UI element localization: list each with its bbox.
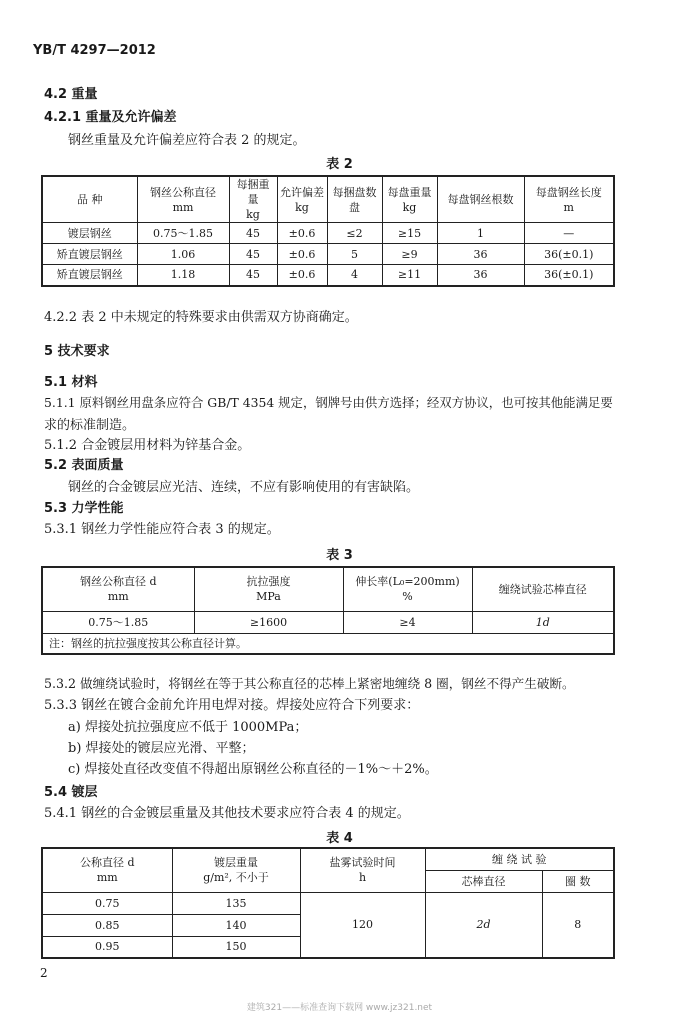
table-2 bbox=[41, 175, 615, 287]
table-2-header: 每捆重量 kg bbox=[229, 176, 277, 223]
section-5-3-2: 5.3.2 做缠绕试验时，将钢丝在等于其公称直径的芯棒上紧密地缠绕 8 圈，钢丝不得产生破断。 bbox=[44, 676, 575, 691]
table-cell: ±0.6 bbox=[277, 265, 327, 286]
table-3-title: 表 3 bbox=[326, 548, 353, 563]
section-5-4-title: 5.4 镀层 bbox=[44, 785, 98, 800]
watermark-footer: 建筑321——标准查询下载网 www.jz321.net bbox=[246, 1003, 433, 1013]
table-cell: 36 bbox=[437, 244, 524, 265]
table-cell: 0.75 bbox=[42, 892, 172, 914]
section-5-3-title: 5.3 力学性能 bbox=[44, 501, 124, 516]
section-5-3-3-item-c: c) 焊接处直径改变值不得超出原钢丝公称直径的－1%～＋2%。 bbox=[68, 762, 438, 777]
table-3 bbox=[41, 566, 615, 655]
table-2-header: 允许偏差 kg bbox=[277, 176, 327, 223]
table-cell: 140 bbox=[172, 914, 300, 936]
table-cell: — bbox=[524, 223, 614, 244]
table-cell: 0.75～1.85 bbox=[137, 223, 229, 244]
table-4-header: 公称直径 d mm bbox=[42, 848, 172, 892]
table-3-header: 抗拉强度 MPa bbox=[194, 567, 343, 611]
table-2-header: 每盘重量 kg bbox=[382, 176, 437, 223]
section-4-2-2: 4.2.2 表 2 中未规定的特殊要求由供需双方协商确定。 bbox=[44, 310, 358, 325]
table-row bbox=[42, 611, 614, 633]
table-3-note: 注：钢丝的抗拉强度按其公称直径计算。 bbox=[42, 633, 614, 654]
table-row bbox=[42, 892, 614, 914]
table-2-header: 每捆盘数 盘 bbox=[327, 176, 382, 223]
table-cell: 1 bbox=[437, 223, 524, 244]
table-cell: ±0.6 bbox=[277, 223, 327, 244]
table-cell: 0.75～1.85 bbox=[42, 611, 194, 633]
table-3-header-row bbox=[42, 567, 614, 611]
table-cell: ±0.6 bbox=[277, 244, 327, 265]
section-5-1-1-line-1: 5.1.1 原料钢丝用盘条应符合 GB/T 4354 规定，钢牌号由供方选择；经双方协议，也可按其他能满足要 bbox=[44, 395, 613, 410]
table-3-header: 伸长率(L₀=200mm) % bbox=[343, 567, 472, 611]
section-4-2-1-title: 4.2.1 重量及允许偏差 bbox=[44, 110, 177, 125]
table-4-header: 缠 绕 试 验 bbox=[425, 848, 614, 870]
table-cell: ≤2 bbox=[327, 223, 382, 244]
table-4-title: 表 4 bbox=[326, 831, 353, 846]
section-5-title: 5 技术要求 bbox=[44, 344, 110, 359]
table-4-header-row bbox=[42, 848, 614, 870]
table-cell: 2d bbox=[425, 892, 542, 958]
table-cell: 36(±0.1) bbox=[524, 265, 614, 286]
table-cell: 矫直镀层钢丝 bbox=[42, 265, 137, 286]
table-cell: 36 bbox=[437, 265, 524, 286]
table-cell: 0.85 bbox=[42, 914, 172, 936]
section-5-2-title: 5.2 表面质量 bbox=[44, 458, 124, 473]
standard-number: YB/T 4297—2012 bbox=[33, 43, 156, 58]
section-4-2-title: 4.2 重量 bbox=[44, 87, 98, 102]
table-cell: 镀层钢丝 bbox=[42, 223, 137, 244]
table-cell: ≥1600 bbox=[194, 611, 343, 633]
table-cell: ≥4 bbox=[343, 611, 472, 633]
table-cell: 4 bbox=[327, 265, 382, 286]
section-5-3-1: 5.3.1 钢丝力学性能应符合表 3 的规定。 bbox=[44, 522, 280, 537]
table-cell: 1d bbox=[472, 611, 614, 633]
table-2-header: 钢丝公称直径 mm bbox=[137, 176, 229, 223]
table-cell: 150 bbox=[172, 936, 300, 958]
table-2-header: 每盘钢丝根数 bbox=[437, 176, 524, 223]
table-2-header: 每盘钢丝长度 m bbox=[524, 176, 614, 223]
table-cell: 0.95 bbox=[42, 936, 172, 958]
table-4-header: 镀层重量 g/m², 不小于 bbox=[172, 848, 300, 892]
table-cell: 36(±0.1) bbox=[524, 244, 614, 265]
section-5-4-1: 5.4.1 钢丝的合金镀层重量及其他技术要求应符合表 4 的规定。 bbox=[44, 806, 410, 821]
section-5-3-3-item-b: b) 焊接处的镀层应光滑、平整； bbox=[68, 741, 255, 756]
table-row bbox=[42, 223, 614, 244]
section-5-1-2: 5.1.2 合金镀层用材料为锌基合金。 bbox=[44, 438, 251, 453]
table-row bbox=[42, 265, 614, 286]
table-cell: 45 bbox=[229, 223, 277, 244]
section-5-1-title: 5.1 材料 bbox=[44, 375, 98, 390]
table-cell: 45 bbox=[229, 244, 277, 265]
table-cell: 120 bbox=[300, 892, 425, 958]
table-cell: 矫直镀层钢丝 bbox=[42, 244, 137, 265]
table-3-header: 缠绕试验芯棒直径 bbox=[472, 567, 614, 611]
section-5-2-text: 钢丝的合金镀层应光洁、连续，不应有影响使用的有害缺陷。 bbox=[68, 480, 420, 495]
section-5-3-3: 5.3.3 钢丝在镀合金前允许用电焊对接。焊接处应符合下列要求： bbox=[44, 698, 420, 713]
table-2-header: 品 种 bbox=[42, 176, 137, 223]
table-cell: 8 bbox=[542, 892, 614, 958]
section-5-3-3-item-a: a) 焊接处抗拉强度应不低于 1000MPa； bbox=[68, 720, 308, 735]
table-cell: ≥9 bbox=[382, 244, 437, 265]
table-4-header: 芯棒直径 bbox=[425, 870, 542, 892]
section-4-2-1-text: 钢丝重量及允许偏差应符合表 2 的规定。 bbox=[68, 133, 306, 148]
table-row bbox=[42, 244, 614, 265]
table-cell: 1.18 bbox=[137, 265, 229, 286]
table-4-header: 圈 数 bbox=[542, 870, 614, 892]
table-3-header: 钢丝公称直径 d mm bbox=[42, 567, 194, 611]
table-4-header: 盐雾试验时间 h bbox=[300, 848, 425, 892]
table-cell: 5 bbox=[327, 244, 382, 265]
table-3-note-row bbox=[42, 633, 614, 654]
section-5-1-1-line-2: 求的标准制造。 bbox=[44, 418, 136, 433]
table-cell: 1.06 bbox=[137, 244, 229, 265]
table-cell: ≥11 bbox=[382, 265, 437, 286]
table-2-header-row bbox=[42, 176, 614, 223]
page-number: 2 bbox=[40, 966, 48, 980]
table-cell: 135 bbox=[172, 892, 300, 914]
table-2-title: 表 2 bbox=[326, 157, 353, 172]
table-cell: ≥15 bbox=[382, 223, 437, 244]
table-4 bbox=[41, 847, 615, 959]
table-cell: 45 bbox=[229, 265, 277, 286]
